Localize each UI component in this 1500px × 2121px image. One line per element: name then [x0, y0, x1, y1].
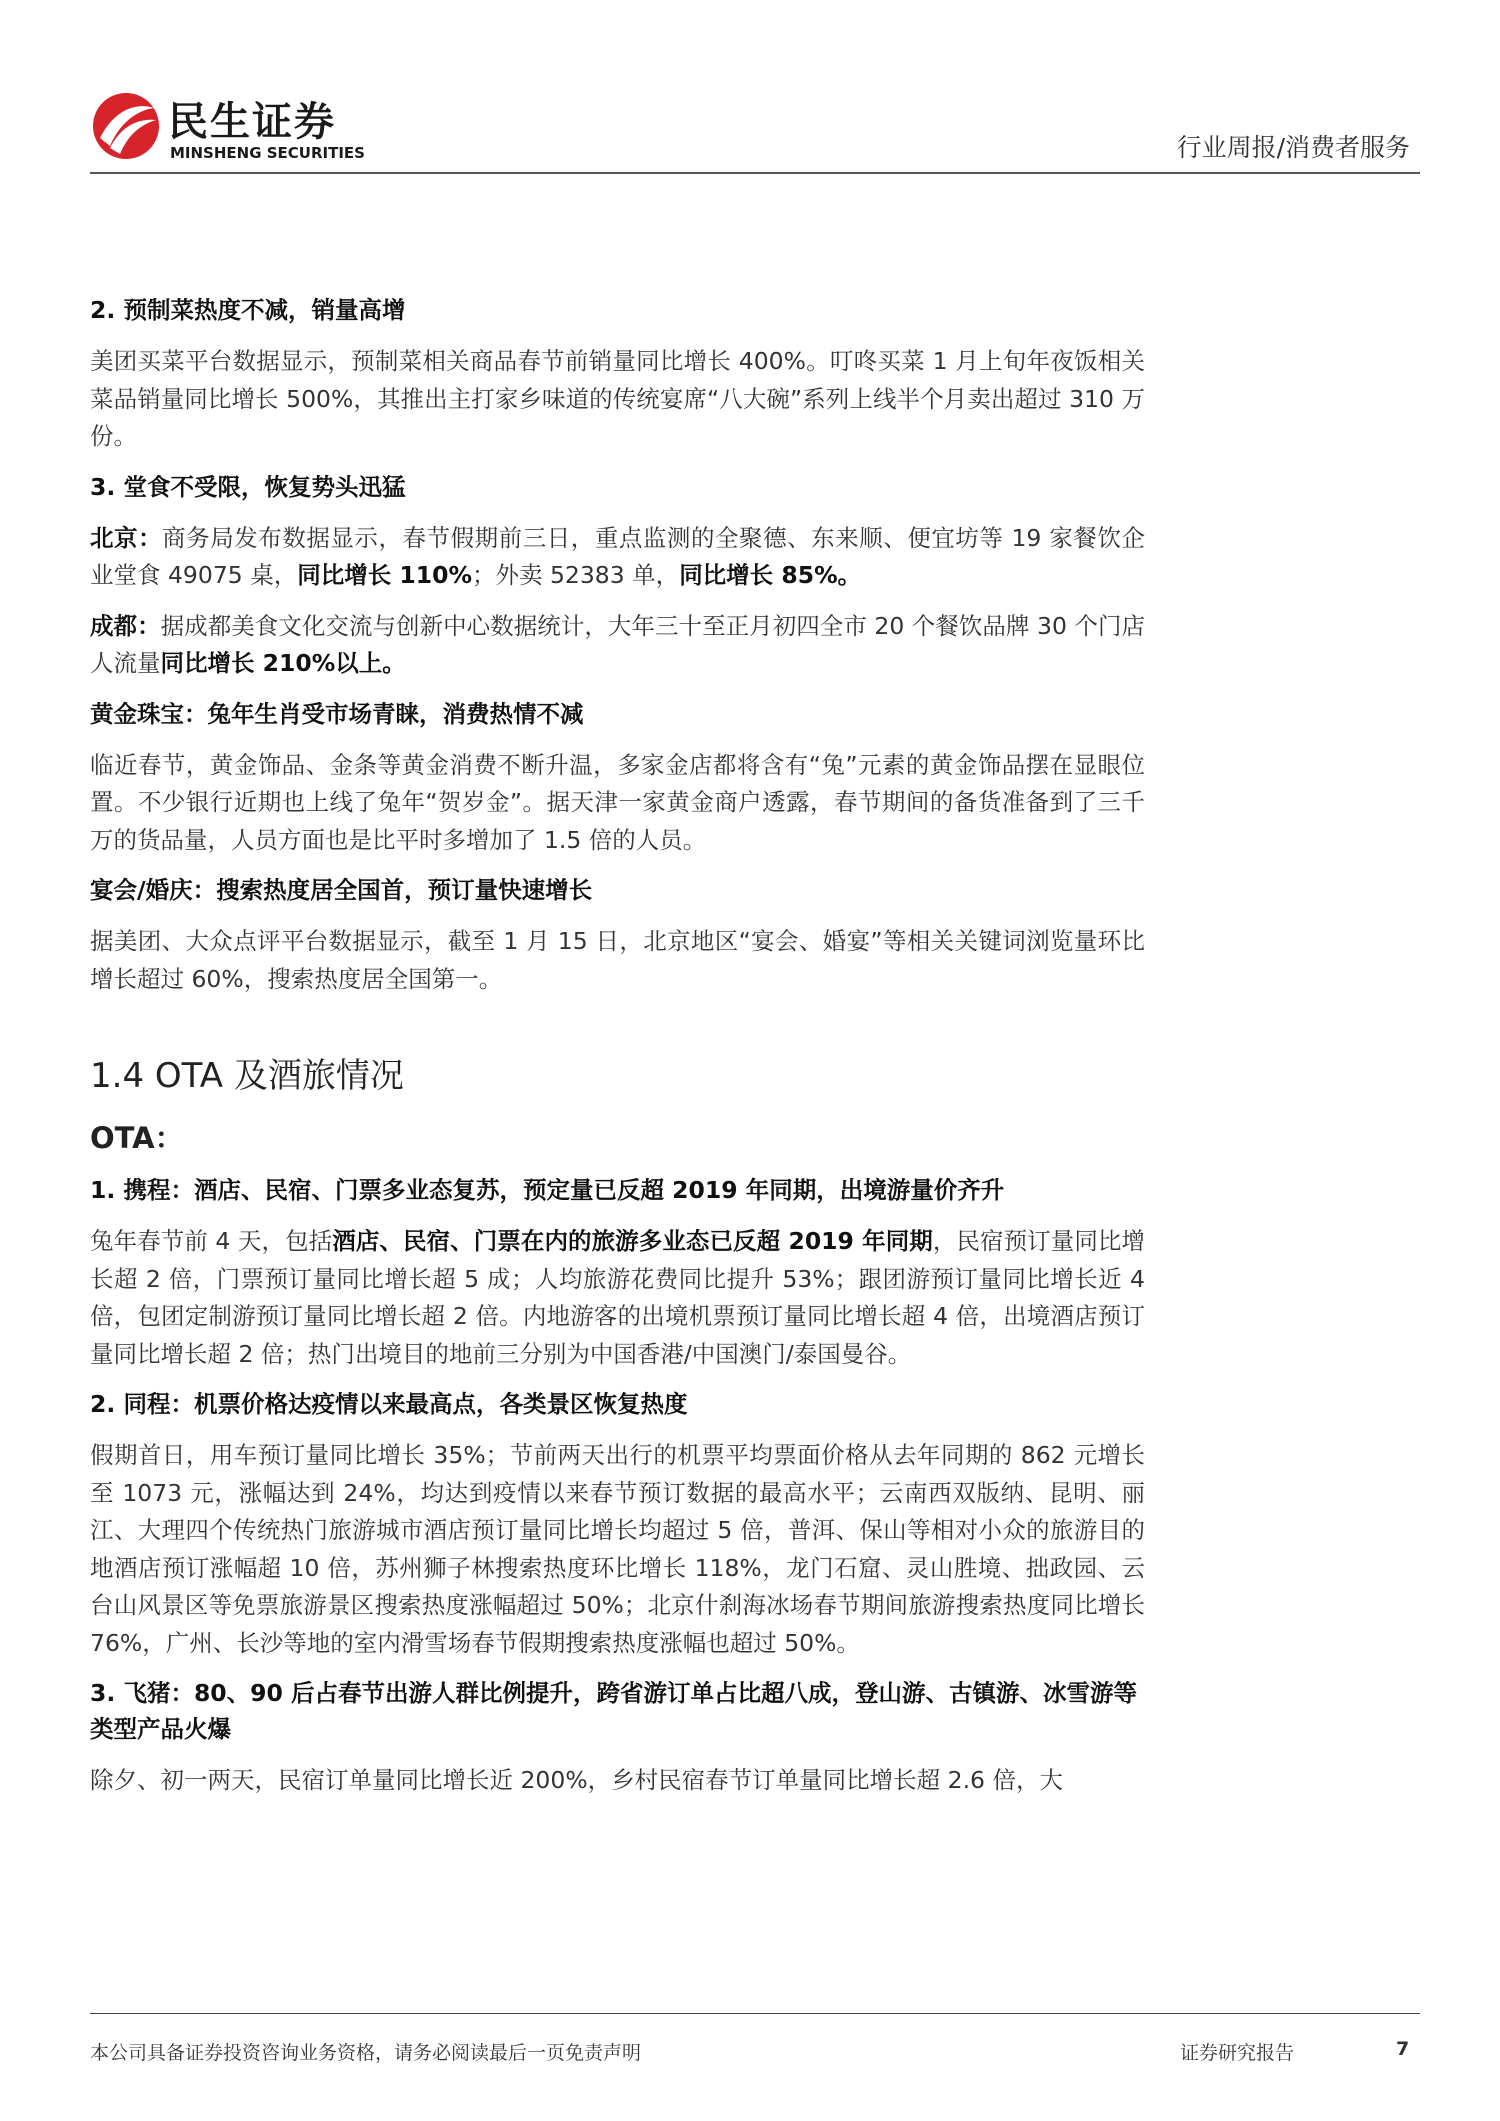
footer-report-type: 证券研究报告	[1180, 2042, 1295, 2064]
paragraph-gold-jewelry: 临近春节，黄金饰品、金条等黄金消费不断升温，多家金店都将含有“兔”元素的黄金饰品摆在显眼位置。不少银行近期也上线了兔年“贺岁金”。据天津一家黄金商户透露，春节期间的备货准备到了三千万的货品量，人员方面也是比平时多增加了 1.5 倍的人员。	[90, 750, 1145, 854]
logo-english: MINSHENG SECURITIES	[170, 144, 365, 162]
main-content	[90, 292, 1145, 1813]
page-number: 7	[1396, 2038, 1410, 2060]
heading-fliggy: 3. 飞猪：80、90 后占春节出游人群比例提升，跨省游订单占比超八成，登山游、古镇游、冰雪游等类型产品火爆	[90, 1679, 1138, 1743]
ctrip-bold: 酒店、民宿、门票在内的旅游多业态已反超 2019 年同期	[332, 1227, 933, 1255]
paragraph-tongcheng: 假期首日，用车预订量同比增长 35%；节前两天出行的机票平均票面价格从去年同期的 862 元增长至 1073 元，涨幅达到 24%，均达到疫情以来春节预订数据的最高水平；云南西双版纳、昆明、丽江、大理四个传统热门旅游城市酒店预订量同比增长均超过 5 倍，普洱、保山等相对小众的旅游目的地酒店预订涨幅超 10 倍，苏州狮子林搜索热度环比增长 118%，龙门石窟、灵山胜境、拙政园、云台山风景区等免票旅游景区搜索热度涨幅超过 50%；北京什刹海冰场春节期间旅游搜索热度同比增长 76%，广州、长沙等地的室内滑雪场春节假期搜索热度涨幅也超过 50%。	[90, 1441, 1145, 1657]
minsheng-logo-icon	[90, 90, 162, 162]
report-category: 行业周报/消费者服务	[1176, 133, 1410, 162]
paragraph-prepared-food: 美团买菜平台数据显示，预制菜相关商品春节前销量同比增长 400%。叮咚买菜 1 月上旬年夜饭相关菜品销量同比增长 500%，其推出主打家乡味道的传统宴席“八大碗”系列上线半个月卖出超过 310 万份。	[90, 347, 1145, 450]
heading-ctrip: 1. 携程：酒店、民宿、门票多业态复苏，预定量已反超 2019 年同期，出境游量价齐升	[90, 1176, 1005, 1204]
chengdu-label: 成都：	[90, 611, 161, 640]
heading-tongcheng: 2. 同程：机票价格达疫情以来最高点，各类景区恢复热度	[90, 1390, 688, 1418]
paragraph-beijing	[90, 520, 1145, 595]
heading-prepared-food: 2. 预制菜热度不减，销量高增	[90, 296, 406, 324]
paragraph-ctrip	[90, 1223, 1145, 1373]
subsection-ota: OTA：	[90, 1121, 184, 1155]
paragraph-chengdu	[90, 608, 1145, 683]
paragraph-fliggy: 除夕、初一两天，民宿订单量同比增长近 200%，乡村民宿春节订单量同比增长超 2.6 倍，大	[90, 1766, 1063, 1794]
paragraph-banquet: 据美团、大众点评平台数据显示，截至 1 月 15 日，北京地区“宴会、婚宴”等相关关键词浏览量环比增长超过 60%，搜索热度居全国第一。	[90, 927, 1145, 993]
page-footer	[90, 2013, 1420, 2064]
ctrip-text-2: ，民宿预订量同比增长超 2 倍，门票预订量同比增长超 5 成；人均旅游花费同比提升 53%；跟团游预订量同比增长近 4 倍，包团定制游预订量同比增长超 2 倍。内地游客的出境机票预订量同比增长超 4 倍，出境酒店预订量同比增长超 2 倍；热门出境目的地前三分别为中国香港/中国澳门/泰国曼谷。	[90, 1227, 1145, 1368]
ctrip-text-1: 兔年春节前 4 天，包括	[90, 1227, 333, 1255]
heading-dine-in: 3. 堂食不受限，恢复势头迅猛	[90, 472, 406, 501]
minsheng-logo	[90, 90, 460, 168]
beijing-bold-1: 同比增长 110%	[297, 561, 472, 589]
beijing-text-2: ；外卖 52383 单，	[471, 561, 680, 589]
logo-chinese: 民生证券	[168, 99, 336, 145]
chengdu-text: 据成都美食文化交流与创新中心数据统计，大年三十至正月初四全市 20 个餐饮品牌 30 个门店人流量	[90, 611, 1145, 677]
footer-disclaimer: 本公司具备证券投资咨询业务资格，请务必阅读最后一页免责声明	[90, 2042, 642, 2064]
chengdu-bold: 同比增长 210%以上。	[160, 649, 406, 677]
section-title-ota: 1.4 OTA 及酒旅情况	[90, 1056, 404, 1096]
beijing-label: 北京：	[90, 523, 163, 552]
beijing-bold-2: 同比增长 85%。	[679, 561, 862, 589]
beijing-text-1: 商务局发布数据显示，春节假期前三日，重点监测的全聚德、东来顺、便宜坊等 19 家餐饮企业堂食 49075 桌，	[90, 523, 1146, 589]
heading-gold-jewelry: 黄金珠宝：兔年生肖受市场青睐，消费热情不减	[90, 699, 584, 728]
page-header	[90, 82, 1420, 174]
heading-banquet: 宴会/婚庆：搜索热度居全国首，预订量快速增长	[90, 876, 593, 904]
